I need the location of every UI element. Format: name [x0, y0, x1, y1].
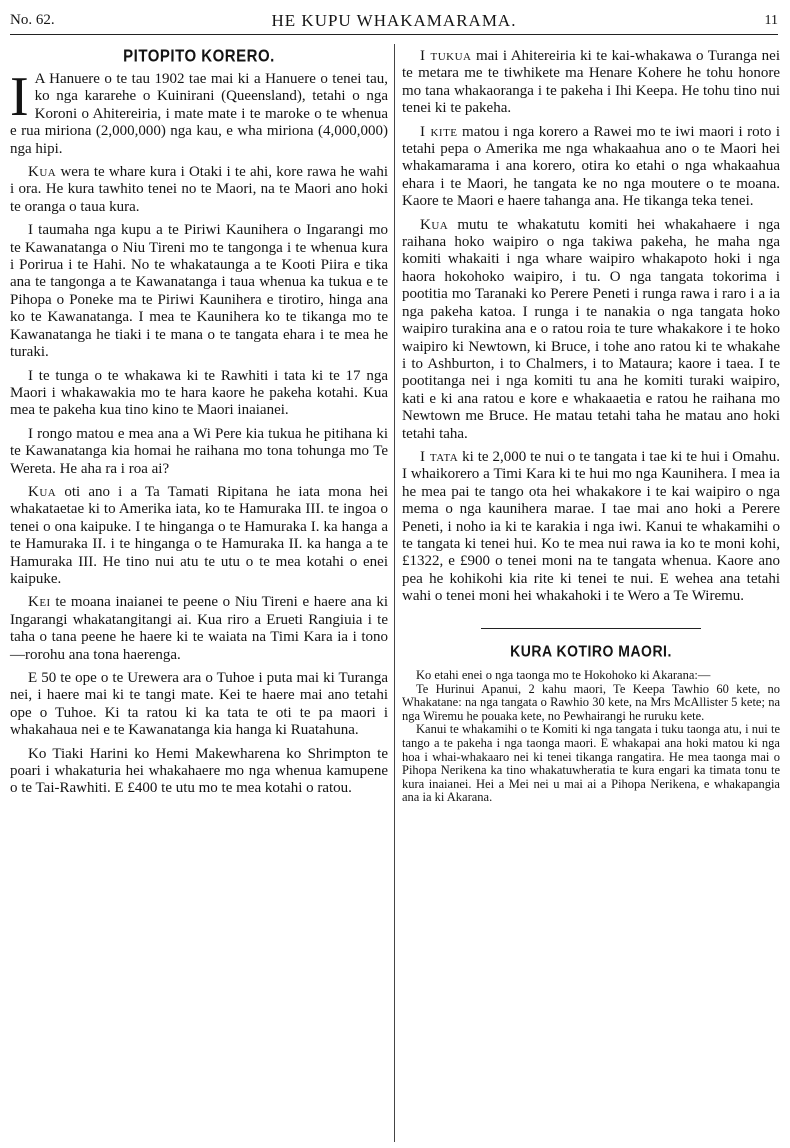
paragraph-text: te moana inaianei te peene o Niu Tireni e haere ana ki Ingarangi whakatangitangi ai. Kua riro a Erueti Rangiuia i te taha o tana peene he haere ki te waiata na Timi Kara ia i tono—rorohu ana tona haerenga. — [10, 594, 388, 663]
page-number: 11 — [764, 13, 778, 28]
section-heading-school: KURA KOTIRO MAORI. — [510, 641, 672, 661]
article-paragraph — [10, 66, 388, 158]
paragraph-text: I rongo matou e mea ana a Wi Pere kia tukua he pitihana ki te Kawanatanga kia homai he raihana mo tona tohunga mo Te Wereta. He aha ra i roa ai? — [10, 425, 388, 477]
paragraph-text: Ko Tiaki Harini ko Hemi Makewharena ko Shrimpton te poari i whakaturia hei whakahaere mo nga whenua kamupene o te Tai-Rawhiti. E £400 te utu mo te mea kotahi o ratou. — [10, 745, 388, 797]
paragraph-text: Ko etahi enei o nga taonga mo te Hokohoko ki Akarana:— — [416, 668, 711, 683]
article-paragraph — [402, 48, 780, 118]
notice-paragraph — [402, 669, 780, 683]
page-header — [10, 10, 778, 35]
paragraph-text: ki te 2,000 te nui o te tangata i tae ki te hui i Omahu. I whaikorero a Timi Kara ki te hui mo nga Kaunihera. I mea ia he mea pai te tango ota hei whakakore i te kai waipiro o nga mema o nga kaunihera marae. I tae mai ano hoki a Perere Peneti, i noho ia ki te karakia i nga iwi. Kanui te whakamihi o te tangata ki tenei hui. Ko te mea nui rawa ia ko te moni kohi, £1322, e £900 o tenei moni na te tangata whenua. Kaore ano pea he kohikohi kia rite ki tenei te nui. E wehea ana tetahi wahi o tenei moni hei whakahoki i te Wero a Te Wiremu. — [402, 448, 780, 605]
paragraph-lead: Kua — [28, 483, 57, 500]
paragraph-lead: I kite — [420, 123, 458, 140]
newspaper-title: HE KUPU WHAKAMARAMA. — [271, 11, 517, 30]
paragraph-lead: I tukua — [420, 48, 472, 64]
paragraph-text: E 50 te ope o te Urewera ara o Tuhoe i puta mai ki Turanga nei, i haere mai ki te tangi mate. Kei te haere mai ano tetahi ope o Tuhoe. Ki ta ratou ki ka tata te oti te pa maori i whakahaua nei e te Kawanatanga kia hanga ki Ruatahuna. — [10, 670, 388, 739]
paragraph-lead: Kua — [420, 216, 449, 233]
column-divider — [394, 44, 395, 1142]
article-paragraph — [10, 426, 388, 478]
notice-paragraph — [402, 683, 780, 724]
drop-cap: I — [10, 66, 29, 128]
section-rule — [481, 628, 701, 630]
article-paragraph — [10, 746, 388, 798]
paragraph-text: A Hanuere o te tau 1902 tae mai ki a Hanuere o tenei tau, ko nga kararehe o Kuinirani (Queensland), tetahi o nga Koroni o Ahitereiria, i mate mate i te maroke o te whenua e rua miriona (2,000,000) nga kau, e wha miriona (4,000,000) nga hipi. — [10, 71, 388, 157]
paragraph-text: Kanui te whakamihi o te Komiti ki nga tangata i tuku taonga atu, i nui te tango a te pakeha i nga taonga maori. E whakapai ana hoki matou ki nga hoa i whai-whakaaro nei ki tenei tikanga rangatira. He mea taonga mai o Pihopa Nerikena ka tino whakatuwheratia te kura engari ka timata tonu te kura inaianei. Hei a Mei nei u mai ai a Pihopa Nerikena, e whakapangia ana ia ki Akarana. — [402, 722, 780, 805]
article-paragraph — [402, 449, 780, 606]
paragraph-text: I te tunga o te whakawa ki te Rawhiti i tata ki te 17 nga Maori i whakawakia mo te hara kaore he pakeha kotahi. Kua mea te pakeha kua tino kino te Maori inaianei. — [10, 367, 388, 419]
paragraph-lead: I tata — [420, 448, 459, 465]
paragraph-lead: Kua — [28, 164, 57, 181]
article-paragraph — [10, 368, 388, 420]
paragraph-text: I taumaha nga kupu a te Piriwi Kaunihera o Ingarangi mo te Kawanatanga o Niu Tireni mo te tangonga i te whenua kura i Porirua i te Hahi. No te whakataunga a te Kooti Piira e tika ana te tangonga a te Kawanatanga i taua whenua ka tukua e te Pihopa o Poneke ma te Piriwi Kaunihera e tirotiro, hinga ana ko te Kawanatanga. I mea te Kaunihera ko te tikanga mo te Kawanatanga he tiaki i te mana o te tangata ehara i te mea he turaki. — [10, 222, 388, 361]
paragraph-text: mai i Ahitereiria ki te kai-whakawa o Turanga nei te metara me te tiwhikete ma Henare Kohere he tohu honore mo tana whakaoranga i te pakeha i Ihi Keepa. He tohu tino nui tenei ki te pakeha. — [402, 48, 780, 117]
right-column — [402, 48, 780, 805]
paragraph-text: Te Hurinui Apanui, 2 kahu maori, Te Keepa Tawhio 60 kete, no Whakatane: na nga tangata o Rawhio 30 kete, na Mrs McAllister 5 kete; na nga Wiremu he pouaka kete, no Pewhairangi he ruruku kete. — [402, 681, 780, 723]
paragraph-text: wera te whare kura i Otaki i te ahi, kore rawa he wahi i ora. He kura tawhito tenei no te Maori, na te Maori ano hoki te oranga o taua kura. — [10, 164, 388, 215]
article-paragraph — [10, 670, 388, 740]
paragraph-text: matou i nga korero a Rawei mo te iwi maori i roto i tetahi pepa o Amerika me nga whakaahua ano o te Maori hei whakamarama i ana korero, otira ko etahi o nga whakaahua ehara i te Maori, he tangata ke no nga moutere o te moana. Kaore te Maori e haere tahanga ana. He tikanga teka tenei. — [402, 123, 780, 210]
paragraph-text: mutu te whakatutu komiti hei whakahaere i nga raihana hoko waipiro o nga takiwa pakeha, he maha nga komiti whakaiti i nga whare waipiro whakapoto hoki i nga haora hokohoko waipiro, i tu. O nga tangata tokorima i pootitia mo Taranaki ko Perere Peneti i runga rawa i raro i a ia nga pakeha katoa. I runga i te nanakia o nga tangata hoko waipiro turakina ana e o ratou roia te ture whakakore i te hoko waipiro ki Newtown, ki Bruce, i tohe ano ratou ki te whakahe i to Ashburton, i to Chalmers, i to Mataura; kaore i taea. I te pootitanga nei i nga komiti tu ana he komiti turaki waipiro, kati e ki ana ratou e kore e whakaaetia e ratou he raihana mo Newtown me Bruce. He matau tetahi taha he matau ano hoki tetahi taha. — [402, 216, 780, 442]
notice-paragraph — [402, 723, 780, 805]
article-paragraph — [10, 484, 388, 588]
article-paragraph — [10, 222, 388, 361]
left-column — [10, 48, 388, 804]
article-paragraph — [10, 594, 388, 664]
article-paragraph — [10, 164, 388, 216]
issue-number: No. 62. — [10, 12, 55, 28]
paragraph-text: oti ano i a Ta Tamati Ripitana he iata mona hei whakataetae ki to Amerika iata, ko te Hamuraka III. te ingoa o tenei o ona kaipuke. I te hinganga o te Hamuraka I. ka hanga a te Hamuraka II. i te hinganga o te Hamuraka II. ka hanga a te Hamuraka III. He tino nui atu te utu o te mea kotahi o enei kaipuke. — [10, 483, 388, 587]
article-paragraph — [402, 124, 780, 211]
article-paragraph — [402, 217, 780, 443]
paragraph-lead: Kei — [28, 594, 51, 611]
section-heading-news: PITOPITO KORERO. — [123, 46, 275, 67]
